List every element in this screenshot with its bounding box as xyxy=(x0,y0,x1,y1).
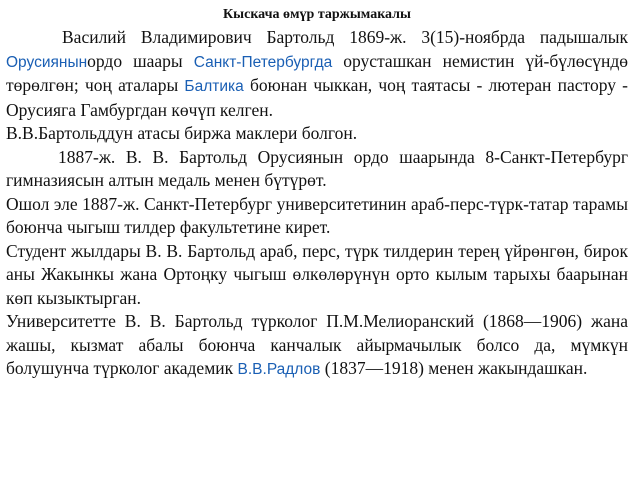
link-baltic[interactable]: Балтика xyxy=(184,78,244,95)
document-title: Кыскача өмүр таржымакалы xyxy=(223,7,411,22)
paragraph-university-entry: Ошол эле 1887-ж. Санкт-Петербург университетинин араб-перс-түрк-татар тарамы боюнча чыгыш тилдер факультетине кирет. xyxy=(6,193,628,237)
paragraph-text: Университетте В. В. Бартольд түрколог П.М.Мелиоранский (1868—1906) жана жашы, кызмат абалы боюнча канчалык айырмачылык болсо да, мүмкүн болушунча түрколог академик xyxy=(6,311,628,378)
paragraph-text: (1837—1918) менен жакындашкан. xyxy=(320,358,588,378)
link-saint-petersburg[interactable]: Санкт-Петербургда xyxy=(193,53,333,71)
paragraph-text: боюнан чыккан, чоң таятасы - лютеран пастору - Орусияга Гамбургдан көчүп келген. xyxy=(6,75,628,120)
paragraph-text: орусташкан немистин үй-бүлөсүндө төрөлгөн; чоң аталары xyxy=(6,50,628,95)
document-page xyxy=(6,6,628,382)
paragraph-text: ордо шаары xyxy=(87,50,194,71)
link-russia[interactable]: Орусиянын xyxy=(6,53,88,71)
paragraph-text: Василий Владимирович Бартольд 1869-ж. 3(15)-ноябрда падышалык xyxy=(62,27,628,47)
paragraph-gymnasium: 1887-ж. В. В. Бартольд Орусиянын ордо шаарында 8-Санкт-Петербург гимназиясын алтын медаль менен бүтүрөт. xyxy=(6,146,628,190)
paragraph-student-years: Студент жылдары В. В. Бартольд араб, перс, түрк тилдерин терең үйрөнгөн, бирок аны Жакынкы жана Ортоңку чыгыш өлкөлөрүнүн орто кылым тарыхы баарынан көп кызыктырган. xyxy=(6,240,628,308)
link-radlov[interactable]: В.В.Радлов xyxy=(237,361,321,378)
paragraph-father: В.В.Бартольддун атасы биржа маклери болгон. xyxy=(6,123,358,143)
paragraph-birth xyxy=(6,26,628,122)
paragraph-university xyxy=(6,310,628,382)
